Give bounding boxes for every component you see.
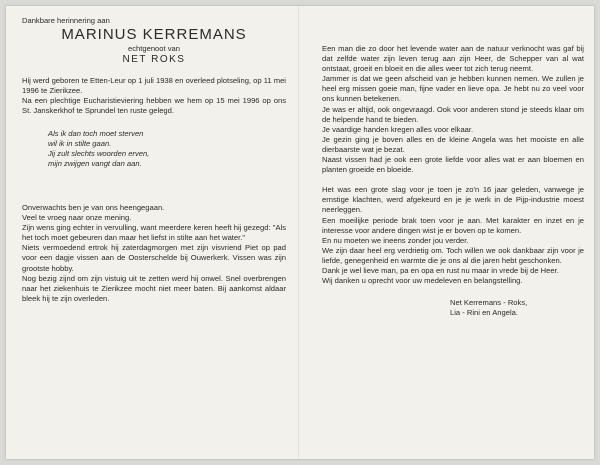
tribute-paragraph: We zijn daar heel erg verdrietig om. Toch willen we ook dankbaar zijn voor je liefde, genegenheid en warmte die je ons al die jaren hebt geschonken. [322, 245, 584, 265]
story-paragraph: Niets vermoedend ertrok hij zaterdagmorgen met zijn visvriend Piet op pad voor een dagje vissen aan de Oosterschelde bij Ouwerkerk. Vissen was zijn grootste hobby. [22, 243, 286, 273]
story-paragraph: Zijn wens ging echter in vervulling, want meerdere keren heeft hij gezegd: "Als het toch moet gebeuren dan maar het liefst in stilte aan het water." [22, 223, 286, 243]
tribute-paragraph: Je was er altijd, ook ongevraagd. Ook voor anderen stond je steeds klaar om de helpende hand te bieden. [322, 104, 584, 124]
poem-line: mijn zwijgen vangt dan aan. [48, 158, 142, 168]
tribute-paragraph: Jammer is dat we geen afscheid van je hebben kunnen nemen. We zullen je heel erg missen goeie man, fijne vader en lieve opa. Je hebt nu zo veel voor ons kunnen betekenen. [322, 74, 584, 104]
signature-line: Lia - Rini en Angela. [450, 308, 518, 318]
remembrance-heading: Dankbare herinnering aan [22, 16, 110, 25]
story-paragraph: Nog bezig zijnd om zijn vistuig uit te zetten werd hij onwel. Snel overbrengen naar het ziekenhuis te Zierikzee mocht niet meer baten. Bij aankomst aldaar bleek hij te zijn overleden. [22, 273, 286, 303]
story [22, 203, 286, 304]
tribute-paragraph: Je vaardige handen kregen alles voor elkaar. [322, 124, 474, 134]
card-fold [298, 6, 299, 459]
poem-line: Als ik dan toch moet sterven [48, 128, 144, 138]
tribute-paragraph: Een man die zo door het levende water aan de natuur verknocht was gaf bij dat zelfde water zijn leven terug aan zijn Heer, de Schepper van al wat ontstaat, groeit en bloeit en die alles weer tot zich terug neemt. [322, 44, 584, 74]
story-paragraph: Veel te vroeg naar onze mening. [22, 213, 132, 223]
tribute-paragraph: En nu moeten we ineens zonder jou verder. [322, 235, 469, 245]
tribute-paragraph: Je gezin ging je boven alles en de kleine Angela was het mooiste en alle dierbaarste wat je bezat. [322, 134, 584, 154]
biography [22, 76, 286, 116]
left-page [22, 16, 286, 304]
tribute-part-1 [322, 44, 584, 175]
closing-thanks: Wij danken u oprecht voor uw medeleven en belangstelling. [322, 276, 523, 286]
poem [48, 129, 286, 169]
poem-line: Jij zult slechts woorden erven, [48, 148, 150, 158]
tribute-paragraph: Een moeilijke periode brak toen voor je aan. Met karakter en inzet en je interesse voor andere dingen wist je er boven op te komen. [322, 215, 584, 235]
right-page [322, 44, 584, 318]
biography-paragraph: Hij werd geboren te Etten-Leur op 1 juli 1938 en overleed plotseling, op 11 mei 1996 te Zierikzee. [22, 76, 286, 96]
tribute-paragraph: Naast vissen had je ook een grote liefde voor alles wat er aan bloemen en planten groeide en bloeide. [322, 155, 584, 175]
signature-line: Net Kerremans - Roks, [450, 298, 528, 308]
biography-paragraph: Na een plechtige Eucharistieviering hebben we hem op 15 mei 1996 op ons St. Janskerkhof te Sprundel ten ruste gelegd. [22, 96, 286, 116]
tribute-part-2 [322, 185, 584, 276]
signature [450, 298, 584, 318]
tribute-paragraph: Het was een grote slag voor je toen je zo'n 16 jaar geleden, vanwege je ernstige klachten, werd afgekeurd en je je werk in de Pijp-industrie moest neerleggen. [322, 185, 584, 215]
story-paragraph: Onverwachts ben je van ons heengegaan. [22, 202, 165, 212]
tribute-paragraph: Dank je wel lieve man, pa en opa en rust nu maar in vrede bij de Heer. [322, 265, 559, 275]
spouse-label: echtgenoot van [128, 44, 180, 54]
poem-line: wil ik in stilte gaan. [48, 138, 112, 148]
deceased-name: MARINUS KERREMANS [61, 26, 247, 44]
spouse-name: NET ROKS [122, 54, 186, 66]
